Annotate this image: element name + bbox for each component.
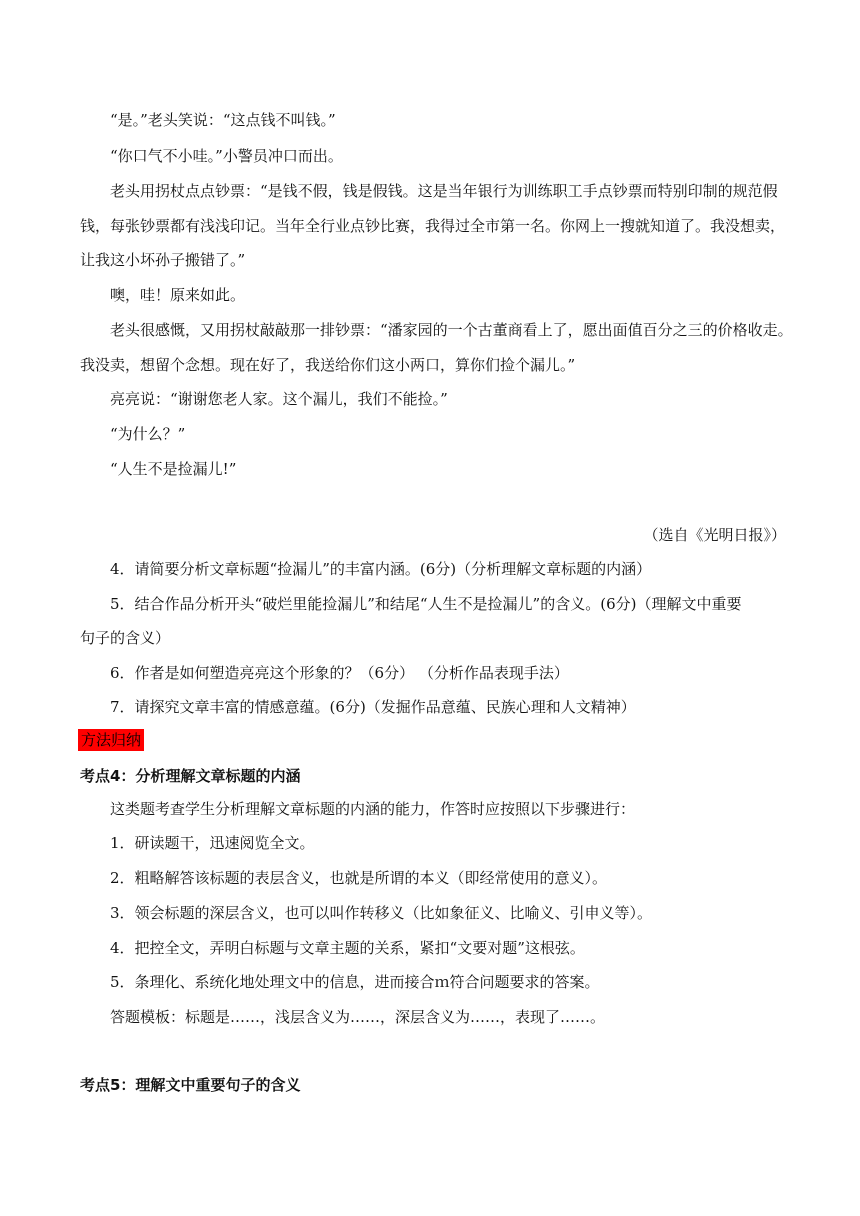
- method-step: 3．领会标题的深层含义，也可以叫作转移义（比如象征义、比喻义、引申义等）。: [110, 904, 653, 922]
- method-summary-badge: 方法归纳: [78, 729, 144, 751]
- question-5-cont: 句子的含义）: [80, 629, 171, 647]
- story-paragraph: 钱，每张钞票都有浅浅印记。当年全行业点钞比赛，我得过全市第一名。你网上一搜就知道了。我没想卖，: [80, 217, 786, 235]
- story-paragraph: “为什么？”: [110, 425, 186, 443]
- story-paragraph: 亮亮说：“谢谢您老人家。这个漏儿，我们不能捡。”: [110, 390, 448, 408]
- section-heading-point5: 考点5：理解文中重要句子的含义: [80, 1076, 301, 1094]
- method-step: 1．研读题干，迅速阅览全文。: [110, 834, 315, 852]
- question-5: 5．结合作品分析开头“破烂里能捡漏儿”和结尾“人生不是捡漏儿”的含义。(6分)（理解文中重要: [110, 595, 742, 613]
- method-step: 2．粗略解答该标题的表层含义，也就是所谓的本义（即经常使用的意义）。: [110, 869, 608, 887]
- story-paragraph: 让我这小坏孙子搬错了。”: [80, 251, 246, 269]
- story-paragraph: “人生不是捡漏儿!”: [110, 460, 237, 478]
- story-paragraph: “你口气不小哇。”小警员冲口而出。: [110, 147, 343, 165]
- story-paragraph: “是。”老头笑说：“这点钱不叫钱。”: [110, 111, 336, 129]
- story-paragraph: 老头很感慨，又用拐杖敲敲那一排钞票：“潘家园的一个古董商看上了，愿出面值百分之三的价格收走。: [110, 321, 793, 339]
- method-intro: 这类题考查学生分析理解文章标题的内涵的能力，作答时应按照以下步骤进行：: [110, 800, 636, 818]
- source-citation: （选自《光明日报》）: [643, 526, 786, 544]
- section-heading-point4: 考点4：分析理解文章标题的内涵: [80, 767, 301, 785]
- story-paragraph: 我没卖，想留个念想。现在好了，我送给你们这小两口，算你们捡个漏儿。”: [80, 356, 576, 374]
- story-paragraph: 老头用拐杖点点钞票：“是钱不假，钱是假钱。这是当年银行为训练职工手点钞票而特别印制的规范假: [110, 182, 778, 200]
- method-step: 5．条理化、系统化地处理文中的信息，进而接合ｍ符合问题要求的答案。: [110, 973, 600, 991]
- question-4: 4．请简要分析文章标题“捡漏儿”的丰富内涵。(6分)（分析理解文章标题的内涵）: [110, 560, 652, 578]
- story-paragraph: 噢，哇！原来如此。: [110, 286, 246, 304]
- question-6: 6．作者是如何塑造亮亮这个形象的？（6分） （分析作品表现手法）: [110, 664, 569, 682]
- question-7: 7．请探究文章丰富的情感意蕴。(6分)（发掘作品意蕴、民族心理和人文精神）: [110, 698, 636, 716]
- method-step: 4．把控全文，弄明白标题与文章主题的关系，紧扣“文要对题”这根弦。: [110, 939, 585, 957]
- answer-template: 答题模板：标题是……，浅层含义为……，深层含义为……，表现了……。: [110, 1008, 606, 1026]
